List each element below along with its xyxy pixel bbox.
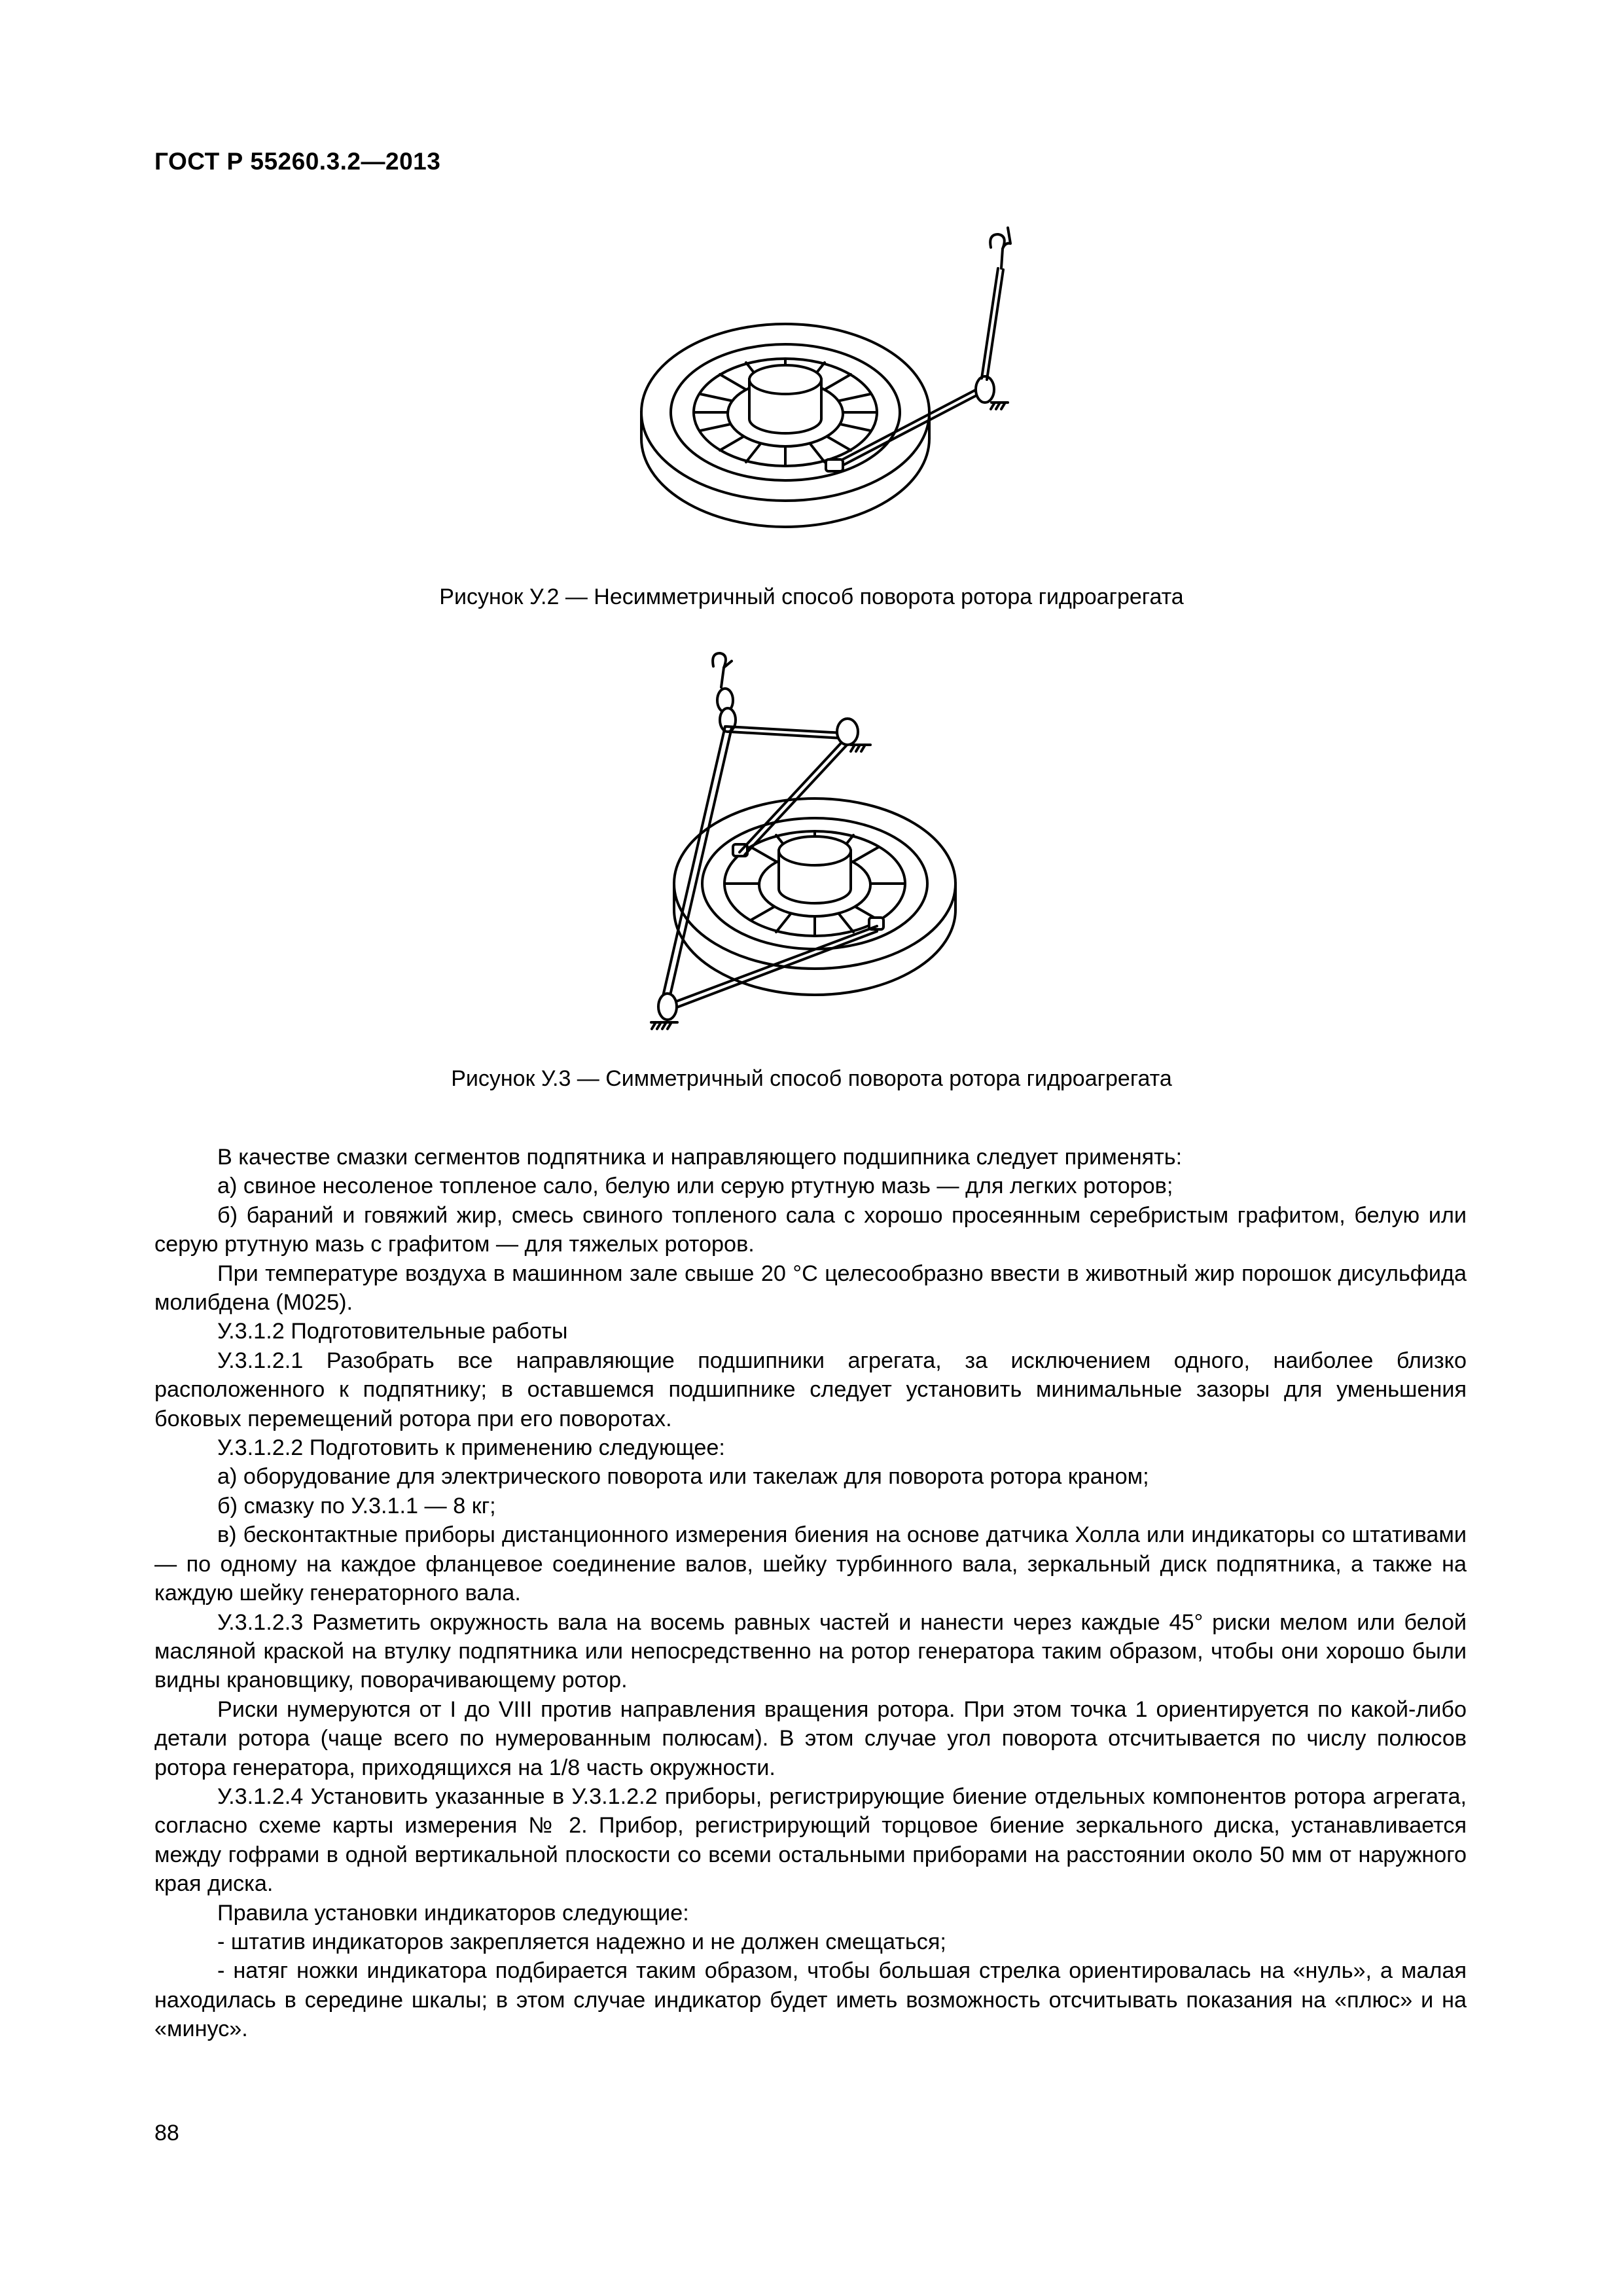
rotor-symmetric-illustration xyxy=(648,648,988,1054)
paragraph: У.3.1.2.2 Подготовить к применению следующее: xyxy=(217,1435,725,1461)
paragraph: - штатив индикаторов закрепляется надежно и не должен смещаться; xyxy=(217,1929,946,1954)
paragraph: в) бесконтактные приборы дистанционного измерения биения на основе датчика Холла или индикаторы со штативами — по одному на каждое фланцевое соединение валов, шейку турбинного вала, зеркальный диск подпятника, а также на каждую шейку генераторного вала. xyxy=(154,1522,1467,1606)
paragraph: а) оборудование для электрического поворота или такелаж для поворота ротора краном; xyxy=(217,1464,1149,1490)
paragraph: У.3.1.2.4 Установить указанные в У.3.1.2.2 приборы, регистрирующие биение отдельных компонентов ротора агрегата, согласно схеме карты измерения № 2. Прибор, регистрирующий торцовое биение зеркального диска, устанавливается между гофрами в одной вертикальной плоскости со всеми остальными приборами на расстоянии около 50 мм от наружного края диска. xyxy=(154,1784,1467,1897)
paragraph: б) смазку по У.3.1.1 — 8 кг; xyxy=(217,1493,496,1518)
paragraph: Правила установки индикаторов следующие: xyxy=(217,1900,689,1926)
figure-caption-u3: Рисунок У.3 — Симметричный способ поворота ротора гидроагрегата xyxy=(451,1066,1172,1091)
paragraph: б) бараний и говяжий жир, смесь свиного топленого сала с хорошо просеянным серебристым графитом, белую или серую ртутную мазь с графитом — для тяжелых роторов. xyxy=(154,1202,1467,1257)
document-header: ГОСТ Р 55260.3.2—2013 xyxy=(154,148,441,175)
figure-symmetric-rotation xyxy=(648,648,988,1054)
figure-asymmetric-rotation xyxy=(615,223,1034,563)
paragraph: У.3.1.2.3 Разметить окружность вала на восемь равных частей и нанести через каждые 45° риски мелом или белой масляной краской на втулку подпятника или непосредственно на ротор генератора таким образом, чтобы они хорошо были видны крановщику, поворачивающему ротор. xyxy=(154,1609,1467,1693)
paragraph: - натяг ножки индикатора подбирается таким образом, чтобы большая стрелка ориентировалась на «нуль», а малая находилась в середине шкалы; в этом случае индикатор будет иметь возможность отсчитывать показания на «плюс» и на «минус». xyxy=(154,1958,1467,2042)
paragraph: При температуре воздуха в машинном зале свыше 20 °С целесообразно ввести в животный жир порошок дисульфида молибдена (М025). xyxy=(154,1261,1467,1316)
paragraph: В качестве смазки сегментов подпятника и направляющего подшипника следует применять: xyxy=(217,1145,1183,1170)
paragraph: Риски нумеруются от I до VIII против направления вращения ротора. При этом точка 1 ориентируется по какой-либо детали ротора (чаще всего по нумерованным полюсам). В этом случае угол поворота отсчитывается по числу полюсов ротора генератора, приходящихся на 1/8 часть окружности. xyxy=(154,1696,1467,1780)
paragraph: а) свиное несоленое топленое сало, белую или серую ртутную мазь — для легких роторов; xyxy=(217,1174,1173,1199)
section-heading: У.3.1.2 Подготовительные работы xyxy=(217,1319,568,1344)
paragraph: У.3.1.2.1 Разобрать все направляющие подшипники агрегата, за исключением одного, наиболее близко расположенного к подпятнику; в оставшемся подшипнике следует установить минимальные зазоры для уменьшения боковых перемещений ротора при его поворотах. xyxy=(154,1348,1467,1431)
figure-caption-u2: Рисунок У.2 — Несимметричный способ поворота ротора гидроагрегата xyxy=(439,584,1184,609)
rotor-asymmetric-illustration xyxy=(615,223,1034,563)
body-text xyxy=(154,1143,1467,2044)
page-number: 88 xyxy=(154,2121,179,2145)
